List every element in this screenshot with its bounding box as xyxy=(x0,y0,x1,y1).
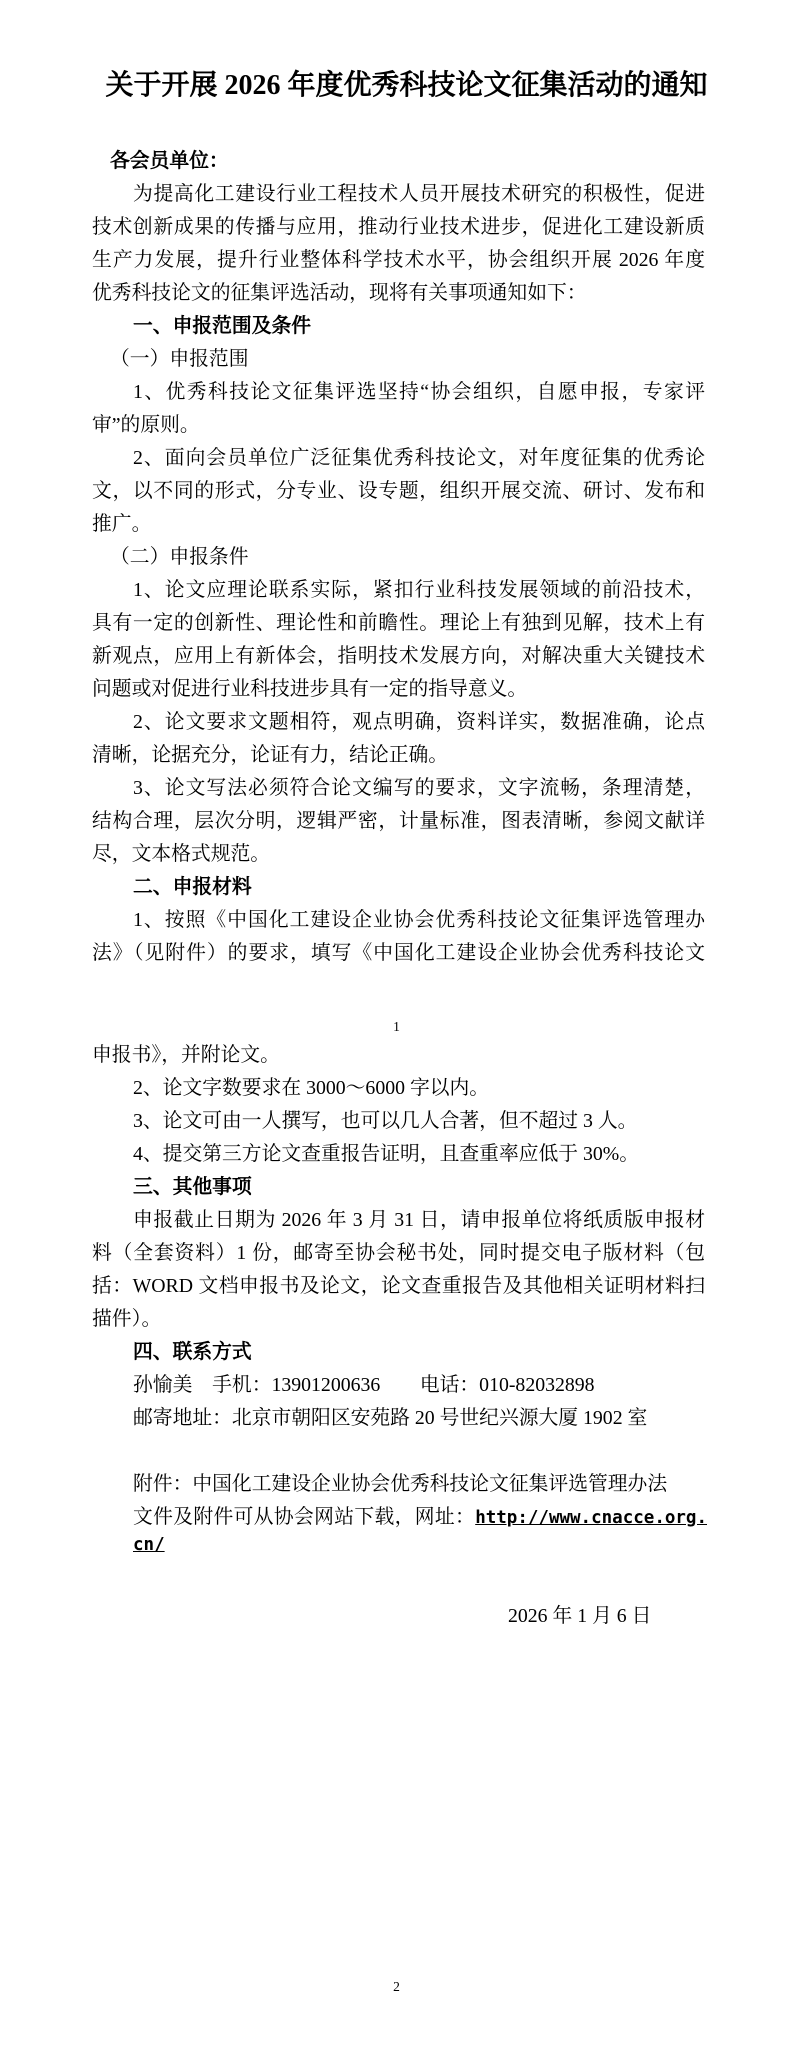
section-heading-2: 二、申报材料 xyxy=(133,876,252,898)
text-line: 推广。 xyxy=(92,513,152,535)
website-line xyxy=(133,1504,707,1555)
text-line: 1、优秀科技论文征集评选坚持“协会组织，自愿申报，专家评 xyxy=(133,381,705,403)
subsection-heading: （二）申报条件 xyxy=(110,546,249,568)
text-line: 具有一定的创新性、理论性和前瞻性。理论上有独到见解，技术上有 xyxy=(92,612,705,634)
website-label: 文件及附件可从协会网站下载，网址： xyxy=(133,1506,476,1528)
attachment-line: 附件：中国化工建设企业协会优秀科技论文征集评选管理办法 xyxy=(133,1473,668,1495)
contact-line: 孙愉美 手机：13901200636 电话：010-82032898 xyxy=(133,1374,595,1396)
document-title: 关于开展 2026 年度优秀科技论文征集活动的通知 xyxy=(105,70,708,101)
text-line: 尽，文本格式规范。 xyxy=(92,843,271,865)
text-line: 1、按照《中国化工建设企业协会优秀科技论文征集评选管理办 xyxy=(133,909,705,931)
text-line: 1、论文应理论联系实际，紧扣行业科技发展领域的前沿技术， xyxy=(133,579,705,601)
text-line: 2、论文字数要求在 3000～6000 字以内。 xyxy=(133,1077,490,1099)
text-line: 3、论文可由一人撰写，也可以几人合著，但不超过 3 人。 xyxy=(133,1110,638,1132)
text-line: 优秀科技论文的征集评选活动，现将有关事项通知如下： xyxy=(92,282,587,304)
section-heading-1: 一、申报范围及条件 xyxy=(133,315,312,337)
text-line: 2、面向会员单位广泛征集优秀科技论文，对年度征集的优秀论 xyxy=(133,447,705,469)
text-line: 生产力发展，提升行业整体科学技术水平，协会组织开展 2026 年度 xyxy=(92,249,705,271)
text-line: 2、论文要求文题相符，观点明确，资料详实，数据准确，论点 xyxy=(133,711,705,733)
date-line: 2026 年 1 月 6 日 xyxy=(508,1605,652,1627)
text-line: 括：WORD 文档申报书及论文，论文查重报告及其他相关证明材料扫 xyxy=(92,1275,705,1297)
text-line: 描件）。 xyxy=(92,1308,162,1330)
section-heading-3: 三、其他事项 xyxy=(133,1176,252,1198)
text-line: 清晰，论据充分，论证有力，结论正确。 xyxy=(92,744,449,766)
website-link[interactable]: http://www.cnacce.org.cn/ xyxy=(133,1508,707,1555)
text-line: 4、提交第三方论文查重报告证明，且查重率应低于 30%。 xyxy=(133,1143,640,1165)
text-line: 技术创新成果的传播与应用，推动行业技术进步，促进化工建设新质 xyxy=(92,216,705,238)
section-heading-4: 四、联系方式 xyxy=(133,1341,252,1363)
page-number-1: 1 xyxy=(393,1019,400,1034)
text-line: 文，以不同的形式，分专业、设专题，组织开展交流、研讨、发布和 xyxy=(92,480,705,502)
text-line: 3、论文写法必须符合论文编写的要求，文字流畅，条理清楚， xyxy=(133,777,705,799)
text-line: 申报截止日期为 2026 年 3 月 31 日，请申报单位将纸质版申报材 xyxy=(133,1209,705,1231)
text-line: 申报书》，并附论文。 xyxy=(92,1044,280,1066)
text-line: 新观点，应用上有新体会，指明技术发展方向，对解决重大关键技术 xyxy=(92,645,705,667)
salutation: 各会员单位： xyxy=(110,150,229,172)
subsection-heading: （一）申报范围 xyxy=(110,348,249,370)
text-line: 审”的原则。 xyxy=(92,414,200,436)
text-line: 结构合理，层次分明，逻辑严密，计量标准，图表清晰，参阅文献详 xyxy=(92,810,705,832)
text-line: 为提高化工建设行业工程技术人员开展技术研究的积极性，促进 xyxy=(133,183,705,205)
address-line: 邮寄地址：北京市朝阳区安苑路 20 号世纪兴源大厦 1902 室 xyxy=(133,1407,648,1429)
text-line: 料（全套资料）1 份，邮寄至协会秘书处，同时提交电子版材料（包 xyxy=(92,1242,705,1264)
text-line: 问题或对促进行业科技进步具有一定的指导意义。 xyxy=(92,678,528,700)
page-number-2: 2 xyxy=(393,1979,400,1994)
text-line: 法》（见附件）的要求，填写《中国化工建设企业协会优秀科技论文 xyxy=(92,942,705,964)
